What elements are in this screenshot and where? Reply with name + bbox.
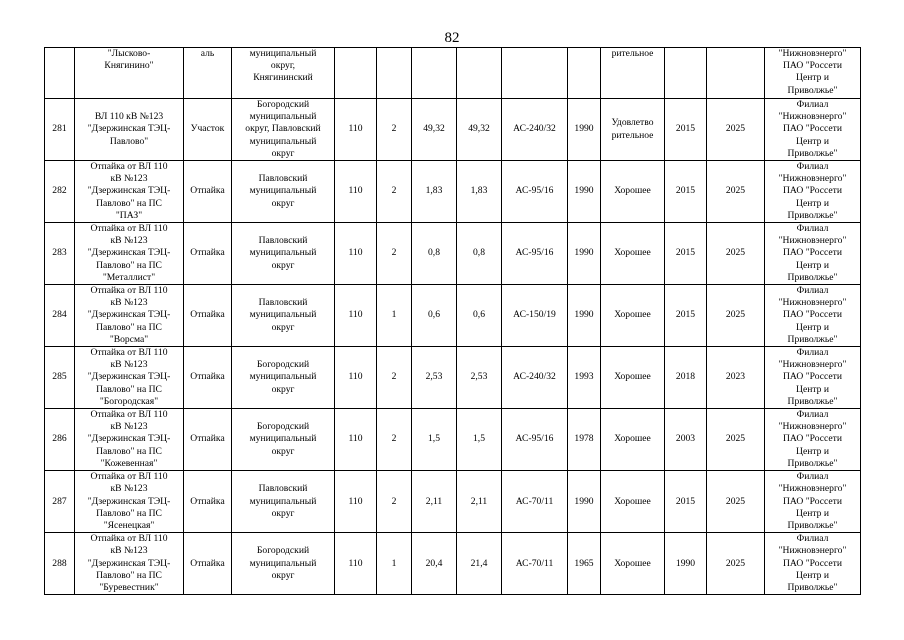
- cell-length2: 0,6: [457, 285, 502, 347]
- cell-wire: АС-95/16: [502, 161, 568, 223]
- name-line: кВ №123: [110, 359, 148, 371]
- name-line: кВ №123: [110, 235, 148, 247]
- cell-voltage: 110: [335, 347, 377, 409]
- cell-owner: [765, 285, 861, 347]
- cell-length2: [457, 48, 502, 99]
- name-line: кВ №123: [110, 545, 148, 557]
- name-line: "Дзержинская ТЭЦ-: [87, 185, 171, 197]
- owner-line: ПАО "Россети: [783, 185, 842, 197]
- cell-wire: АС-70/11: [502, 533, 568, 595]
- cell-year: 1978: [568, 409, 601, 471]
- cell-name: [75, 223, 184, 285]
- cell-owner: [765, 223, 861, 285]
- cell-length1: 0,8: [412, 223, 457, 285]
- cell-length2: 0,8: [457, 223, 502, 285]
- cell-year-plan: 2025: [707, 471, 765, 533]
- district-line: Богородский: [256, 99, 310, 110]
- cell-year: 1965: [568, 533, 601, 595]
- owner-line: ПАО "Россети: [783, 247, 842, 259]
- condition-line: Хорошее: [614, 309, 651, 321]
- condition-line: Удовлетво: [611, 117, 654, 129]
- name-line: Отпайка от ВЛ 110: [90, 223, 168, 235]
- table-row: [45, 223, 861, 285]
- cell-voltage: 110: [335, 471, 377, 533]
- cell-num: 287: [45, 471, 75, 533]
- cell-year: 1990: [568, 161, 601, 223]
- cell-year-plan: 2025: [707, 285, 765, 347]
- cell-voltage: 110: [335, 161, 377, 223]
- owner-line: Филиал: [796, 471, 829, 483]
- name-line: "ПАЗ": [115, 209, 143, 221]
- owner-line: ПАО "Россети: [783, 123, 842, 135]
- condition-line: рительное: [611, 129, 654, 141]
- cell-owner: [765, 347, 861, 409]
- district-line: Богородский: [256, 545, 310, 557]
- owner-line: Филиал: [796, 409, 829, 421]
- name-line: "Ясенецкая": [103, 519, 155, 531]
- district-line: округ: [271, 147, 295, 159]
- cell-year-plan: 2023: [707, 347, 765, 409]
- owner-line: "Нижновэнерго": [778, 297, 847, 309]
- cell-circuits: 1: [377, 285, 412, 347]
- name-line: Павлово" на ПС: [96, 259, 162, 271]
- name-line: Отпайка от ВЛ 110: [90, 533, 168, 545]
- district-line: муниципальный: [249, 135, 317, 147]
- cell-year: 1990: [568, 471, 601, 533]
- cell-wire: АС-240/32: [502, 99, 568, 161]
- cell-year-survey: [665, 48, 707, 99]
- name-line: Отпайка от ВЛ 110: [90, 285, 168, 297]
- owner-line: "Нижновэнерго": [778, 48, 847, 59]
- owner-line: Приволжье": [787, 457, 838, 469]
- cell-name: [75, 285, 184, 347]
- name-line: "Ворсма": [109, 333, 149, 345]
- name-line: Павлово" на ПС: [96, 383, 162, 395]
- cell-num: 282: [45, 161, 75, 223]
- owner-line: Центр и: [796, 259, 829, 271]
- cell-district: [232, 409, 335, 471]
- owner-line: Филиал: [796, 161, 829, 173]
- condition-line: Хорошее: [614, 433, 651, 445]
- name-line: Павлово": [109, 135, 149, 147]
- name-line: "Дзержинская ТЭЦ-: [87, 247, 171, 259]
- cell-type: Отпайка: [184, 285, 232, 347]
- cell-year-plan: 2025: [707, 161, 765, 223]
- power-lines-table: [44, 47, 861, 595]
- cell-length1: 0,6: [412, 285, 457, 347]
- cell-name: [75, 347, 184, 409]
- cell-condition: [601, 409, 665, 471]
- cell-type: Отпайка: [184, 409, 232, 471]
- cell-year-plan: [707, 48, 765, 99]
- cell-district: [232, 48, 335, 99]
- name-line: Павлово" на ПС: [96, 445, 162, 457]
- owner-line: "Нижновэнерго": [778, 173, 847, 185]
- cell-condition: [601, 161, 665, 223]
- owner-line: Приволжье": [787, 333, 838, 345]
- owner-line: ПАО "Россети: [783, 495, 842, 507]
- cell-voltage: 110: [335, 285, 377, 347]
- owner-line: Центр и: [796, 569, 829, 581]
- district-line: округ,: [270, 60, 296, 72]
- cell-voltage: 110: [335, 223, 377, 285]
- cell-type: Отпайка: [184, 223, 232, 285]
- cell-year-survey: 2015: [665, 161, 707, 223]
- cell-num: [45, 48, 75, 99]
- cell-condition: [601, 223, 665, 285]
- cell-year: 1993: [568, 347, 601, 409]
- district-line: муниципальный: [249, 495, 317, 507]
- district-line: муниципальный: [249, 111, 317, 123]
- cell-year-plan: 2025: [707, 99, 765, 161]
- owner-line: Филиал: [796, 285, 829, 297]
- district-line: Богородский: [256, 359, 310, 371]
- owner-line: "Нижновэнерго": [778, 359, 847, 371]
- name-line: "Дзержинская ТЭЦ-: [87, 371, 171, 383]
- district-line: Павловский: [258, 173, 308, 185]
- cell-voltage: 110: [335, 409, 377, 471]
- cell-num: 284: [45, 285, 75, 347]
- cell-type: Участок: [184, 99, 232, 161]
- district-line: Богородский: [256, 421, 310, 433]
- cell-owner: [765, 533, 861, 595]
- cell-length1: 1,83: [412, 161, 457, 223]
- cell-year-survey: 2018: [665, 347, 707, 409]
- district-line: округ: [271, 321, 295, 333]
- cell-wire: АС-95/16: [502, 409, 568, 471]
- cell-district: [232, 99, 335, 161]
- name-line: "Дзержинская ТЭЦ-: [87, 495, 171, 507]
- district-line: муниципальный: [249, 433, 317, 445]
- cell-type: Отпайка: [184, 471, 232, 533]
- owner-line: Приволжье": [787, 84, 838, 96]
- cell-num: 283: [45, 223, 75, 285]
- cell-district: [232, 347, 335, 409]
- cell-year-plan: 2025: [707, 533, 765, 595]
- cell-condition: [601, 285, 665, 347]
- owner-line: Приволжье": [787, 147, 838, 159]
- cell-condition: [601, 99, 665, 161]
- owner-line: Филиал: [796, 533, 829, 545]
- cell-year-survey: 2015: [665, 99, 707, 161]
- owner-line: ПАО "Россети: [783, 309, 842, 321]
- district-line: муниципальный: [249, 185, 317, 197]
- district-line: округ: [271, 383, 295, 395]
- owner-line: Центр и: [796, 135, 829, 147]
- name-line: кВ №123: [110, 173, 148, 185]
- cell-circuits: 2: [377, 223, 412, 285]
- name-line: Отпайка от ВЛ 110: [90, 161, 168, 173]
- district-line: округ: [271, 569, 295, 581]
- cell-name: [75, 533, 184, 595]
- cell-length2: 1,5: [457, 409, 502, 471]
- name-line: Павлово" на ПС: [96, 507, 162, 519]
- name-line: Павлово" на ПС: [96, 197, 162, 209]
- cell-year: 1990: [568, 223, 601, 285]
- cell-owner: [765, 471, 861, 533]
- condition-line: Хорошее: [614, 371, 651, 383]
- cell-year-survey: 2015: [665, 471, 707, 533]
- district-line: округ: [271, 445, 295, 457]
- cell-name: [75, 409, 184, 471]
- cell-owner: [765, 99, 861, 161]
- cell-owner: [765, 161, 861, 223]
- owner-line: Приволжье": [787, 519, 838, 531]
- owner-line: Филиал: [796, 223, 829, 235]
- owner-line: Приволжье": [787, 395, 838, 407]
- cell-length2: 49,32: [457, 99, 502, 161]
- owner-line: Приволжье": [787, 271, 838, 283]
- table-row: [45, 99, 861, 161]
- cell-num: 288: [45, 533, 75, 595]
- name-line: ВЛ 110 кВ №123: [94, 111, 164, 123]
- cell-wire: АС-95/16: [502, 223, 568, 285]
- table-row: [45, 471, 861, 533]
- cell-name: [75, 471, 184, 533]
- district-line: муниципальный: [249, 557, 317, 569]
- owner-line: Центр и: [796, 507, 829, 519]
- cell-circuits: 2: [377, 409, 412, 471]
- cell-wire: АС-150/19: [502, 285, 568, 347]
- cell-condition: рительное: [601, 48, 665, 99]
- name-line: "Дзержинская ТЭЦ-: [87, 309, 171, 321]
- name-line: "Дзержинская ТЭЦ-: [87, 123, 171, 135]
- cell-circuits: [377, 48, 412, 99]
- cell-year: 1990: [568, 285, 601, 347]
- name-line: "Металлист": [102, 271, 156, 283]
- cell-voltage: [335, 48, 377, 99]
- owner-line: "Нижновэнерго": [778, 235, 847, 247]
- cell-length2: 2,53: [457, 347, 502, 409]
- cell-year: [568, 48, 601, 99]
- table-body: [45, 48, 861, 595]
- cell-owner: [765, 48, 861, 99]
- owner-line: Филиал: [796, 347, 829, 359]
- condition-line: Хорошее: [614, 495, 651, 507]
- cell-num: 285: [45, 347, 75, 409]
- cell-name: [75, 161, 184, 223]
- cell-length2: 1,83: [457, 161, 502, 223]
- name-line: "Богородская": [99, 395, 159, 407]
- cell-year-plan: 2025: [707, 409, 765, 471]
- table-row: [45, 533, 861, 595]
- table-row-continued: [45, 48, 861, 99]
- cell-type: аль: [184, 48, 232, 99]
- cell-length1: [412, 48, 457, 99]
- owner-line: ПАО "Россети: [783, 557, 842, 569]
- name-line: Отпайка от ВЛ 110: [90, 347, 168, 359]
- cell-district: [232, 285, 335, 347]
- cell-length1: 2,53: [412, 347, 457, 409]
- cell-year-plan: 2025: [707, 223, 765, 285]
- owner-line: "Нижновэнерго": [778, 483, 847, 495]
- district-line: муниципальный: [249, 247, 317, 259]
- district-line: округ: [271, 259, 295, 271]
- name-line: Отпайка от ВЛ 110: [90, 409, 168, 421]
- owner-line: Центр и: [796, 72, 829, 84]
- district-line: муниципальный: [249, 48, 317, 59]
- name-line: кВ №123: [110, 421, 148, 433]
- cell-condition: [601, 347, 665, 409]
- cell-district: [232, 533, 335, 595]
- cell-year: 1990: [568, 99, 601, 161]
- owner-line: Центр и: [796, 321, 829, 333]
- cell-circuits: 1: [377, 533, 412, 595]
- owner-line: Центр и: [796, 445, 829, 457]
- district-line: округ: [271, 507, 295, 519]
- cell-year-survey: 2015: [665, 285, 707, 347]
- district-line: Княгининский: [253, 72, 313, 84]
- cell-wire: АС-240/32: [502, 347, 568, 409]
- table-row: [45, 347, 861, 409]
- name-line: Отпайка от ВЛ 110: [90, 471, 168, 483]
- name-line: Павлово" на ПС: [96, 321, 162, 333]
- district-line: округ, Павловский: [245, 123, 321, 135]
- cell-name: [75, 48, 184, 99]
- cell-type: Отпайка: [184, 161, 232, 223]
- owner-line: ПАО "Россети: [783, 371, 842, 383]
- cell-type: Отпайка: [184, 533, 232, 595]
- name-line: Княгинино": [104, 60, 154, 72]
- page-number: 82: [444, 30, 460, 46]
- district-line: округ: [271, 197, 295, 209]
- cell-owner: [765, 409, 861, 471]
- owner-line: Филиал: [796, 99, 829, 110]
- owner-line: Приволжье": [787, 581, 838, 593]
- cell-year-survey: 2003: [665, 409, 707, 471]
- cell-voltage: 110: [335, 99, 377, 161]
- name-line: Павлово" на ПС: [96, 569, 162, 581]
- cell-num: 286: [45, 409, 75, 471]
- name-line: "Лысково-: [107, 48, 151, 59]
- cell-length1: 2,11: [412, 471, 457, 533]
- owner-line: ПАО "Россети: [783, 433, 842, 445]
- table-row: [45, 409, 861, 471]
- district-line: муниципальный: [249, 309, 317, 321]
- cell-district: [232, 223, 335, 285]
- district-line: Павловский: [258, 483, 308, 495]
- owner-line: ПАО "Россети: [783, 60, 842, 72]
- cell-length1: 49,32: [412, 99, 457, 161]
- cell-circuits: 2: [377, 161, 412, 223]
- cell-length1: 20,4: [412, 533, 457, 595]
- condition-line: Хорошее: [614, 247, 651, 259]
- cell-condition: [601, 533, 665, 595]
- cell-voltage: 110: [335, 533, 377, 595]
- name-line: "Дзержинская ТЭЦ-: [87, 433, 171, 445]
- cell-num: 281: [45, 99, 75, 161]
- cell-length1: 1,5: [412, 409, 457, 471]
- cell-wire: АС-70/11: [502, 471, 568, 533]
- cell-condition: [601, 471, 665, 533]
- cell-circuits: 2: [377, 99, 412, 161]
- name-line: "Буревестник": [99, 581, 159, 593]
- name-line: "Дзержинская ТЭЦ-: [87, 557, 171, 569]
- condition-line: Хорошее: [614, 185, 651, 197]
- owner-line: Приволжье": [787, 209, 838, 221]
- cell-length2: 21,4: [457, 533, 502, 595]
- cell-circuits: 2: [377, 347, 412, 409]
- district-line: Павловский: [258, 235, 308, 247]
- district-line: Павловский: [258, 297, 308, 309]
- cell-district: [232, 161, 335, 223]
- district-line: муниципальный: [249, 371, 317, 383]
- name-line: "Кожевенная": [100, 457, 158, 469]
- cell-circuits: 2: [377, 471, 412, 533]
- cell-wire: [502, 48, 568, 99]
- cell-name: [75, 99, 184, 161]
- owner-line: Центр и: [796, 383, 829, 395]
- table-row: [45, 285, 861, 347]
- cell-type: Отпайка: [184, 347, 232, 409]
- owner-line: Центр и: [796, 197, 829, 209]
- cell-year-survey: 2015: [665, 223, 707, 285]
- owner-line: "Нижновэнерго": [778, 111, 847, 123]
- cell-year-survey: 1990: [665, 533, 707, 595]
- cell-district: [232, 471, 335, 533]
- table-row: [45, 161, 861, 223]
- condition-line: Хорошее: [614, 557, 651, 569]
- owner-line: "Нижновэнерго": [778, 421, 847, 433]
- name-line: кВ №123: [110, 297, 148, 309]
- owner-line: "Нижновэнерго": [778, 545, 847, 557]
- cell-length2: 2,11: [457, 471, 502, 533]
- name-line: кВ №123: [110, 483, 148, 495]
